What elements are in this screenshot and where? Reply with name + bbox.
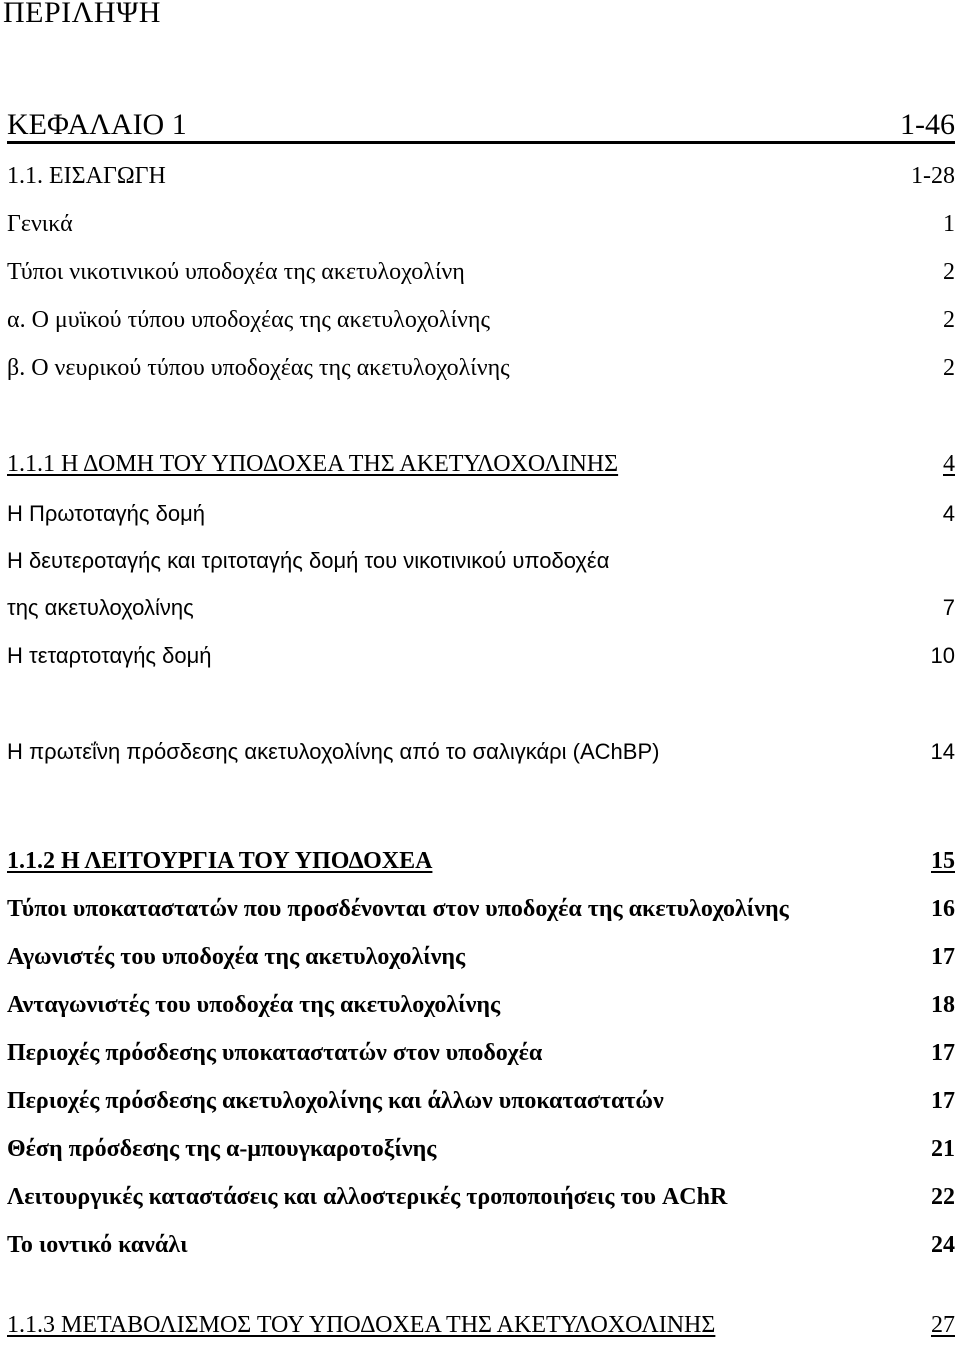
section-function-label: 1.1.2 Η ΛΕΙΤΟΥΡΓΙΑ ΤΟΥ ΥΠΟΔΟΧΕΑ — [7, 848, 433, 874]
toc-item — [7, 992, 955, 1019]
toc-item-label: Η Πρωτοταγής δομή — [7, 501, 206, 526]
toc-item-label: β. Ο νευρικού τύπου υποδοχέας της ακετυλοχολίνης — [7, 355, 510, 381]
section-intro-entry — [7, 163, 955, 190]
toc-item-label: Ανταγωνιστές του υποδοχέα της ακετυλοχολίνης — [7, 992, 501, 1018]
toc-item-page: 2 — [943, 259, 955, 285]
section-structure-label: 1.1.1 Η ΔΟΜΗ ΤΟΥ ΥΠΟΔΟΧΕΑ ΤΗΣ ΑΚΕΤΥΛΟΧΟΛΙΝΗΣ — [7, 451, 619, 477]
toc-item — [7, 501, 955, 527]
toc-item-page: 24 — [931, 1232, 955, 1258]
toc-item-page: 16 — [931, 896, 955, 922]
toc-item — [7, 1040, 955, 1067]
toc-item-page: 1 — [943, 211, 955, 237]
toc-item — [7, 259, 955, 286]
toc-item-page: 10 — [930, 643, 955, 668]
section-metabolism-label: 1.1.3 ΜΕΤΑΒΟΛΙΣΜΟΣ ΤΟΥ ΥΠΟΔΟΧΕΑ ΤΗΣ ΑΚΕΤΥΛΟΧΟΛΙΝΗΣ — [7, 1312, 716, 1338]
toc-item — [7, 1088, 955, 1115]
toc-item — [7, 211, 955, 238]
section-function-entry — [7, 848, 955, 875]
section-metabolism-page: 27 — [931, 1312, 955, 1338]
toc-item-label: Αγωνιστές του υποδοχέα της ακετυλοχολίνης — [7, 944, 466, 970]
toc-item-label: Λειτουργικές καταστάσεις και αλλοστερικές τροποποιήσεις του AChR — [7, 1184, 728, 1210]
toc-item-label: Γενικά — [7, 211, 73, 237]
toc-item-page: 21 — [931, 1136, 955, 1162]
toc-item-label: Το ιοντικό κανάλι — [7, 1232, 188, 1258]
toc-item-page: 22 — [931, 1184, 955, 1210]
toc-item — [7, 896, 955, 923]
toc-item — [7, 944, 955, 971]
toc-item-page: 18 — [931, 992, 955, 1018]
section-structure-entry — [7, 451, 955, 478]
toc-item-page: 7 — [942, 595, 955, 620]
toc-item-page: 4 — [942, 501, 955, 526]
toc-item-page: 2 — [943, 307, 955, 333]
toc-item-label: Τύποι υποκαταστατών που προσδένονται στον υποδοχέα της ακετυλοχολίνης — [7, 896, 789, 922]
section-structure-page: 4 — [943, 451, 955, 477]
section-metabolism-entry — [7, 1312, 955, 1339]
toc-item — [7, 307, 955, 334]
section-intro-label: 1.1. ΕΙΣΑΓΩΓΗ — [7, 163, 166, 189]
chapter-1-entry — [7, 108, 955, 142]
chapter-label: ΚΕΦΑΛΑΙΟ 1 — [7, 108, 187, 141]
toc-item — [7, 1184, 955, 1211]
chapter-rule — [7, 141, 955, 144]
toc-item — [7, 548, 955, 574]
toc-item — [7, 595, 955, 621]
toc-item — [7, 1232, 955, 1259]
toc-item-page: 2 — [943, 355, 955, 381]
toc-item-page: 14 — [930, 739, 955, 764]
toc-item-label: Θέση πρόσδεσης της α-μπουγκαροτοξίνης — [7, 1136, 437, 1162]
toc-item — [7, 1136, 955, 1163]
toc-item — [7, 739, 955, 765]
toc-item-page: 17 — [931, 1040, 955, 1066]
toc-item-label: α. Ο μυϊκού τύπου υποδοχέας της ακετυλοχολίνης — [7, 307, 490, 333]
page-title: ΠΕΡΙΛΗΨΗ — [3, 0, 161, 29]
toc-item-label: Περιοχές πρόσδεσης ακετυλοχολίνης και άλλων υποκαταστατών — [7, 1088, 664, 1114]
toc-item — [7, 355, 955, 382]
toc-item-page: 17 — [931, 944, 955, 970]
toc-item-label: Η δευτεροταγής και τριτοταγής δομή του νικοτινικού υποδοχέα — [7, 548, 610, 573]
toc-item-label: Η πρωτεΐνη πρόσδεσης ακετυλοχολίνης από το σαλιγκάρι (AChBP) — [7, 739, 660, 764]
section-function-page: 15 — [931, 848, 955, 874]
toc-item-label: Περιοχές πρόσδεσης υποκαταστατών στον υποδοχέα — [7, 1040, 543, 1066]
chapter-pages: 1-46 — [900, 108, 955, 141]
toc-item-label: της ακετυλοχολίνης — [7, 595, 194, 620]
toc-item — [7, 643, 955, 669]
toc-item-page: 17 — [931, 1088, 955, 1114]
section-intro-pages: 1-28 — [911, 163, 955, 189]
toc-item-label: Τύποι νικοτινικού υποδοχέα της ακετυλοχολίνη — [7, 259, 465, 285]
toc-item-label: Η τεταρτοταγής δομή — [7, 643, 212, 668]
